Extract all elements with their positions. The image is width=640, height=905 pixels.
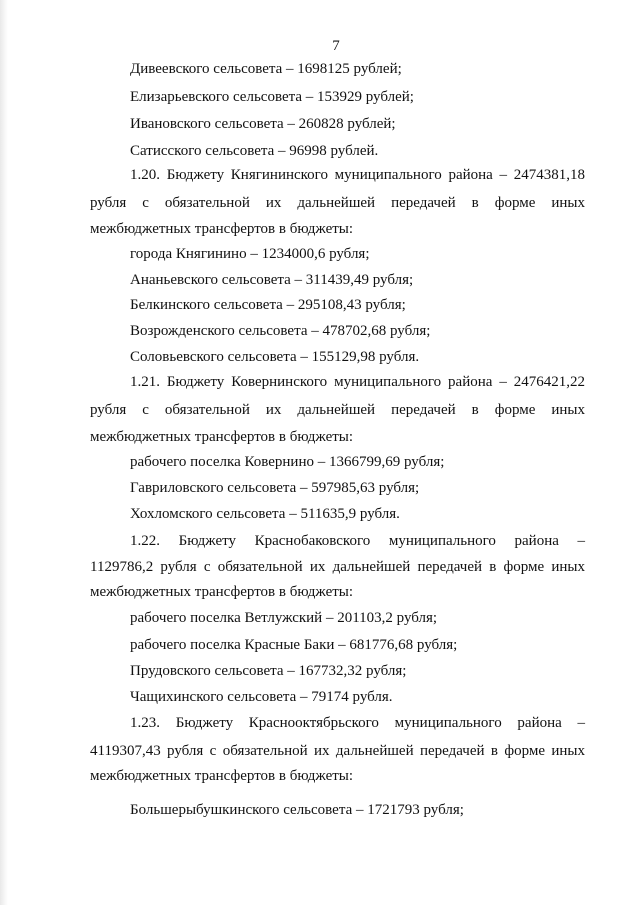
text-line: Белкинского сельсовета – 295108,43 рубля;	[130, 297, 406, 313]
text-line: 1129786,2 рубля с обязательной их дальнейшей передачей в форме иных	[90, 559, 585, 575]
paragraph-heading: 1.22. Бюджету Краснобаковского муниципального района –	[130, 533, 585, 549]
text-line: Дивеевского сельсовета – 1698125 рублей;	[130, 61, 402, 77]
text-line: Соловьевского сельсовета – 155129,98 рубля.	[130, 349, 420, 365]
text-line: рабочего поселка Ветлужский – 201103,2 рубля;	[130, 610, 438, 626]
paragraph-heading: 1.21. Бюджету Ковернинского муниципального района – 2476421,22	[130, 374, 585, 390]
text-line: рубля с обязательной их дальнейшей передачей в форме иных	[90, 402, 585, 418]
text-line: Сатисского сельсовета – 96998 рублей.	[130, 143, 379, 159]
text-line: Елизарьевского сельсовета – 153929 рублей;	[130, 89, 414, 105]
text-line: рабочего поселка Красные Баки – 681776,68 рубля;	[130, 637, 458, 653]
text-line: Ананьевского сельсовета – 311439,49 рубля;	[130, 272, 414, 288]
text-line: Прудовского сельсовета – 167732,32 рубля;	[130, 663, 407, 679]
text-line: рубля с обязательной их дальнейшей передачей в форме иных	[90, 195, 585, 211]
text-line: Хохломского сельсовета – 511635,9 рубля.	[130, 506, 400, 522]
text-line: Гавриловского сельсовета – 597985,63 рубля;	[130, 480, 420, 496]
text-line: города Княгинино – 1234000,6 рубля;	[130, 246, 370, 262]
text-line: межбюджетных трансфертов в бюджеты:	[90, 584, 354, 600]
text-line: межбюджетных трансфертов в бюджеты:	[90, 221, 354, 237]
text-line: межбюджетных трансфертов в бюджеты:	[90, 768, 354, 784]
paragraph-heading: 1.20. Бюджету Княгининского муниципального района – 2474381,18	[130, 167, 585, 183]
text-line: Чащихинского сельсовета – 79174 рубля.	[130, 689, 393, 705]
page-number: 7	[332, 38, 340, 54]
text-line: 4119307,43 рубля с обязательной их дальнейшей передачей в форме иных	[90, 743, 585, 759]
text-line: Большерыбушкинского сельсовета – 1721793 рубля;	[130, 802, 464, 818]
scan-edge	[0, 0, 8, 905]
text-line: Возрожденского сельсовета – 478702,68 рубля;	[130, 323, 431, 339]
paragraph-heading: 1.23. Бюджету Краснооктябрьского муниципального района –	[130, 715, 585, 731]
text-line: межбюджетных трансфертов в бюджеты:	[90, 429, 354, 445]
text-line: Ивановского сельсовета – 260828 рублей;	[130, 116, 396, 132]
text-line: рабочего поселка Ковернино – 1366799,69 рубля;	[130, 454, 445, 470]
